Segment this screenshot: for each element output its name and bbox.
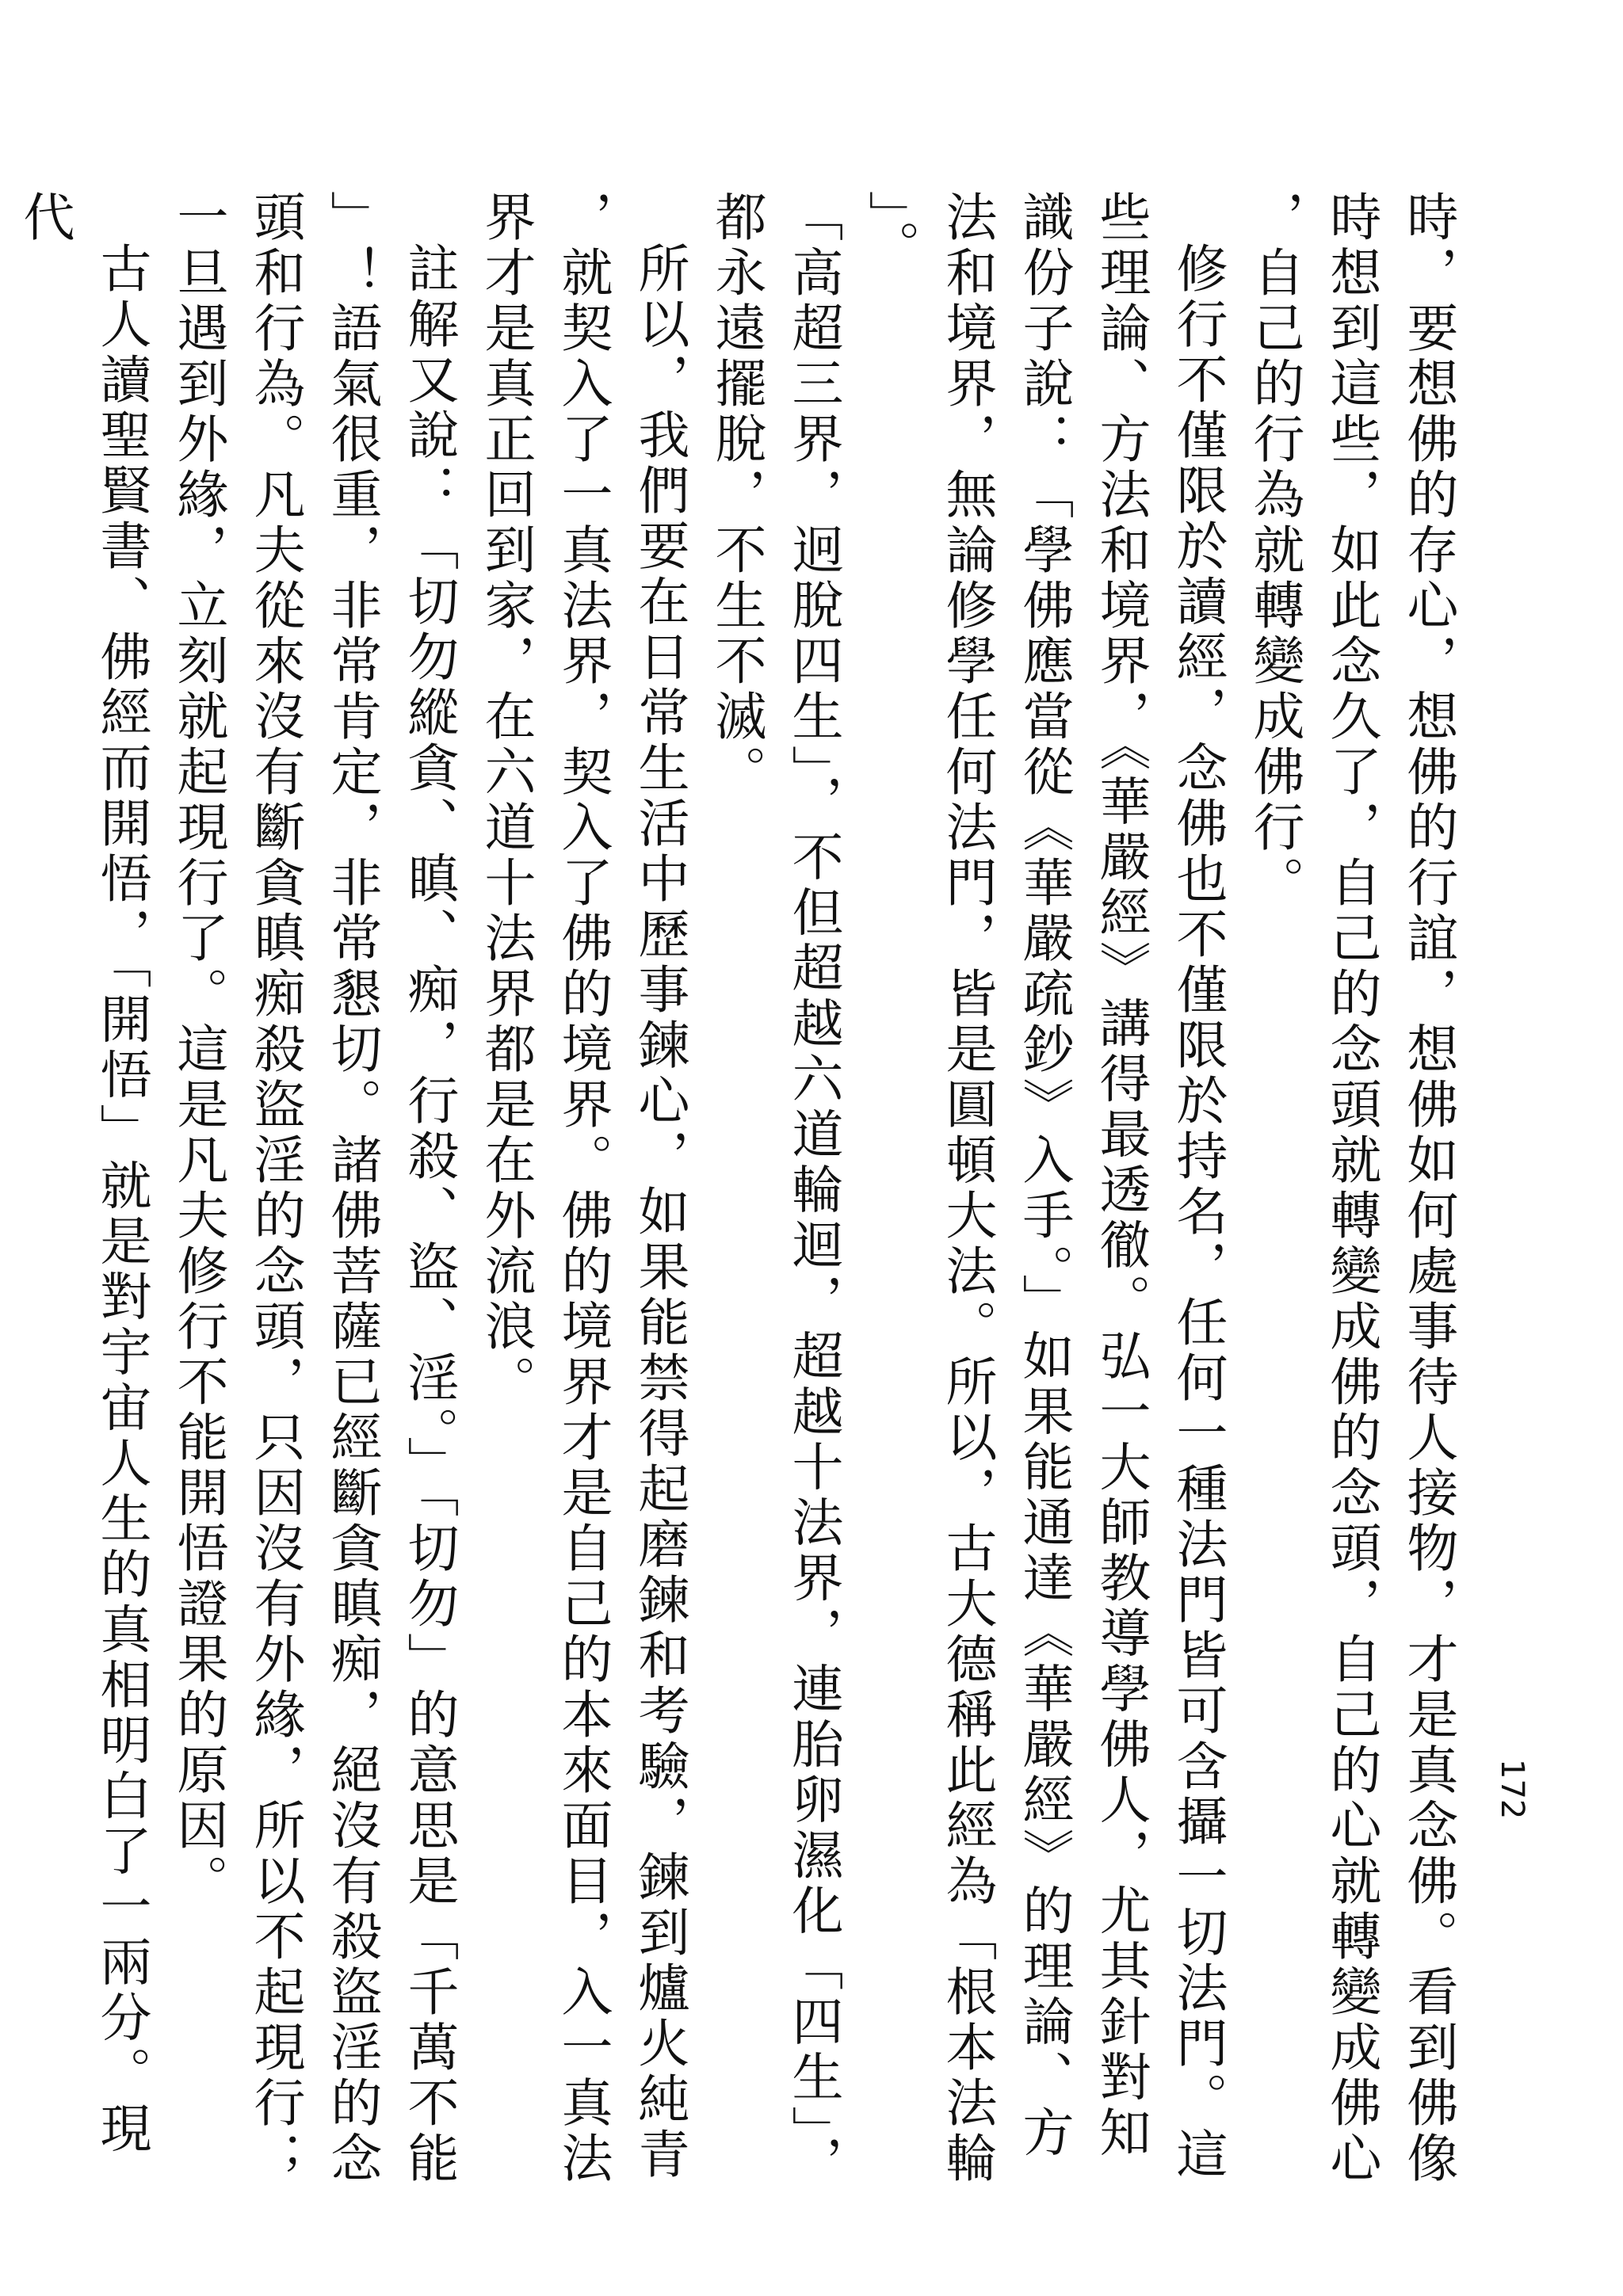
paragraph-2: 修行不僅限於讀經，念佛也不僅限於持名，任何一種法門皆可含攝一切法門。這些理論、方法和境界，《華嚴經》講得最透徹。弘一大師教導學佛人，尤其針對知識份子說：「學佛應當從《華嚴疏鈔》入手。」如果能通達《華嚴經》的理論、方法和境界，無論修學任何法門，皆是圓頓大法。所以，古大德稱此經為「根本法輪」。 bbox=[860, 190, 1227, 2187]
page-number: 172 bbox=[1494, 1759, 1530, 1820]
paragraph-3: 「高超三界，迥脫四生」，不但超越六道輪迴，超越十法界，連胎卵濕化「四生」，都永遠擺脫，不生不滅。 bbox=[706, 190, 842, 2191]
paragraph-6: 古人讀聖賢書、佛經而開悟，「開悟」就是對宇宙人生的真相明白了一兩分。現代 bbox=[14, 190, 151, 2157]
paragraph-4: 所以，我們要在日常生活中歷事鍊心，如果能禁得起磨鍊和考驗，鍊到爐火純青，就契入了一真法界，契入了佛的境界。佛的境界才是自己的本來面目，入一真法界才是真正回到家，在六道十法界都是在外流浪。 bbox=[475, 190, 689, 2187]
paragraph-1: 時，要想佛的存心，想佛的行誼，想佛如何處事待人接物，才是真念佛。看到佛像時想到這些，如此念久了，自己的念頭就轉變成佛的念頭，自己的心就轉變成佛心，自己的行為就轉變成佛行。 bbox=[1244, 190, 1457, 2187]
paragraph-5: 註解又說：「切勿縱貪、瞋、痴，行殺、盜、淫。」「切勿」的意思是「千萬不能」！語氣很重，非常肯定，非常懇切。諸佛菩薩已經斷貪瞋痴，絕沒有殺盜淫的念頭和行為。凡夫從來沒有斷貪瞋痴殺盜淫的念頭，只因沒有外緣，所以不起現行；一旦遇到外緣，立刻就起現行了。這是凡夫修行不能開悟證果的原因。 bbox=[168, 190, 458, 2187]
vertical-body-text bbox=[14, 190, 1466, 2203]
